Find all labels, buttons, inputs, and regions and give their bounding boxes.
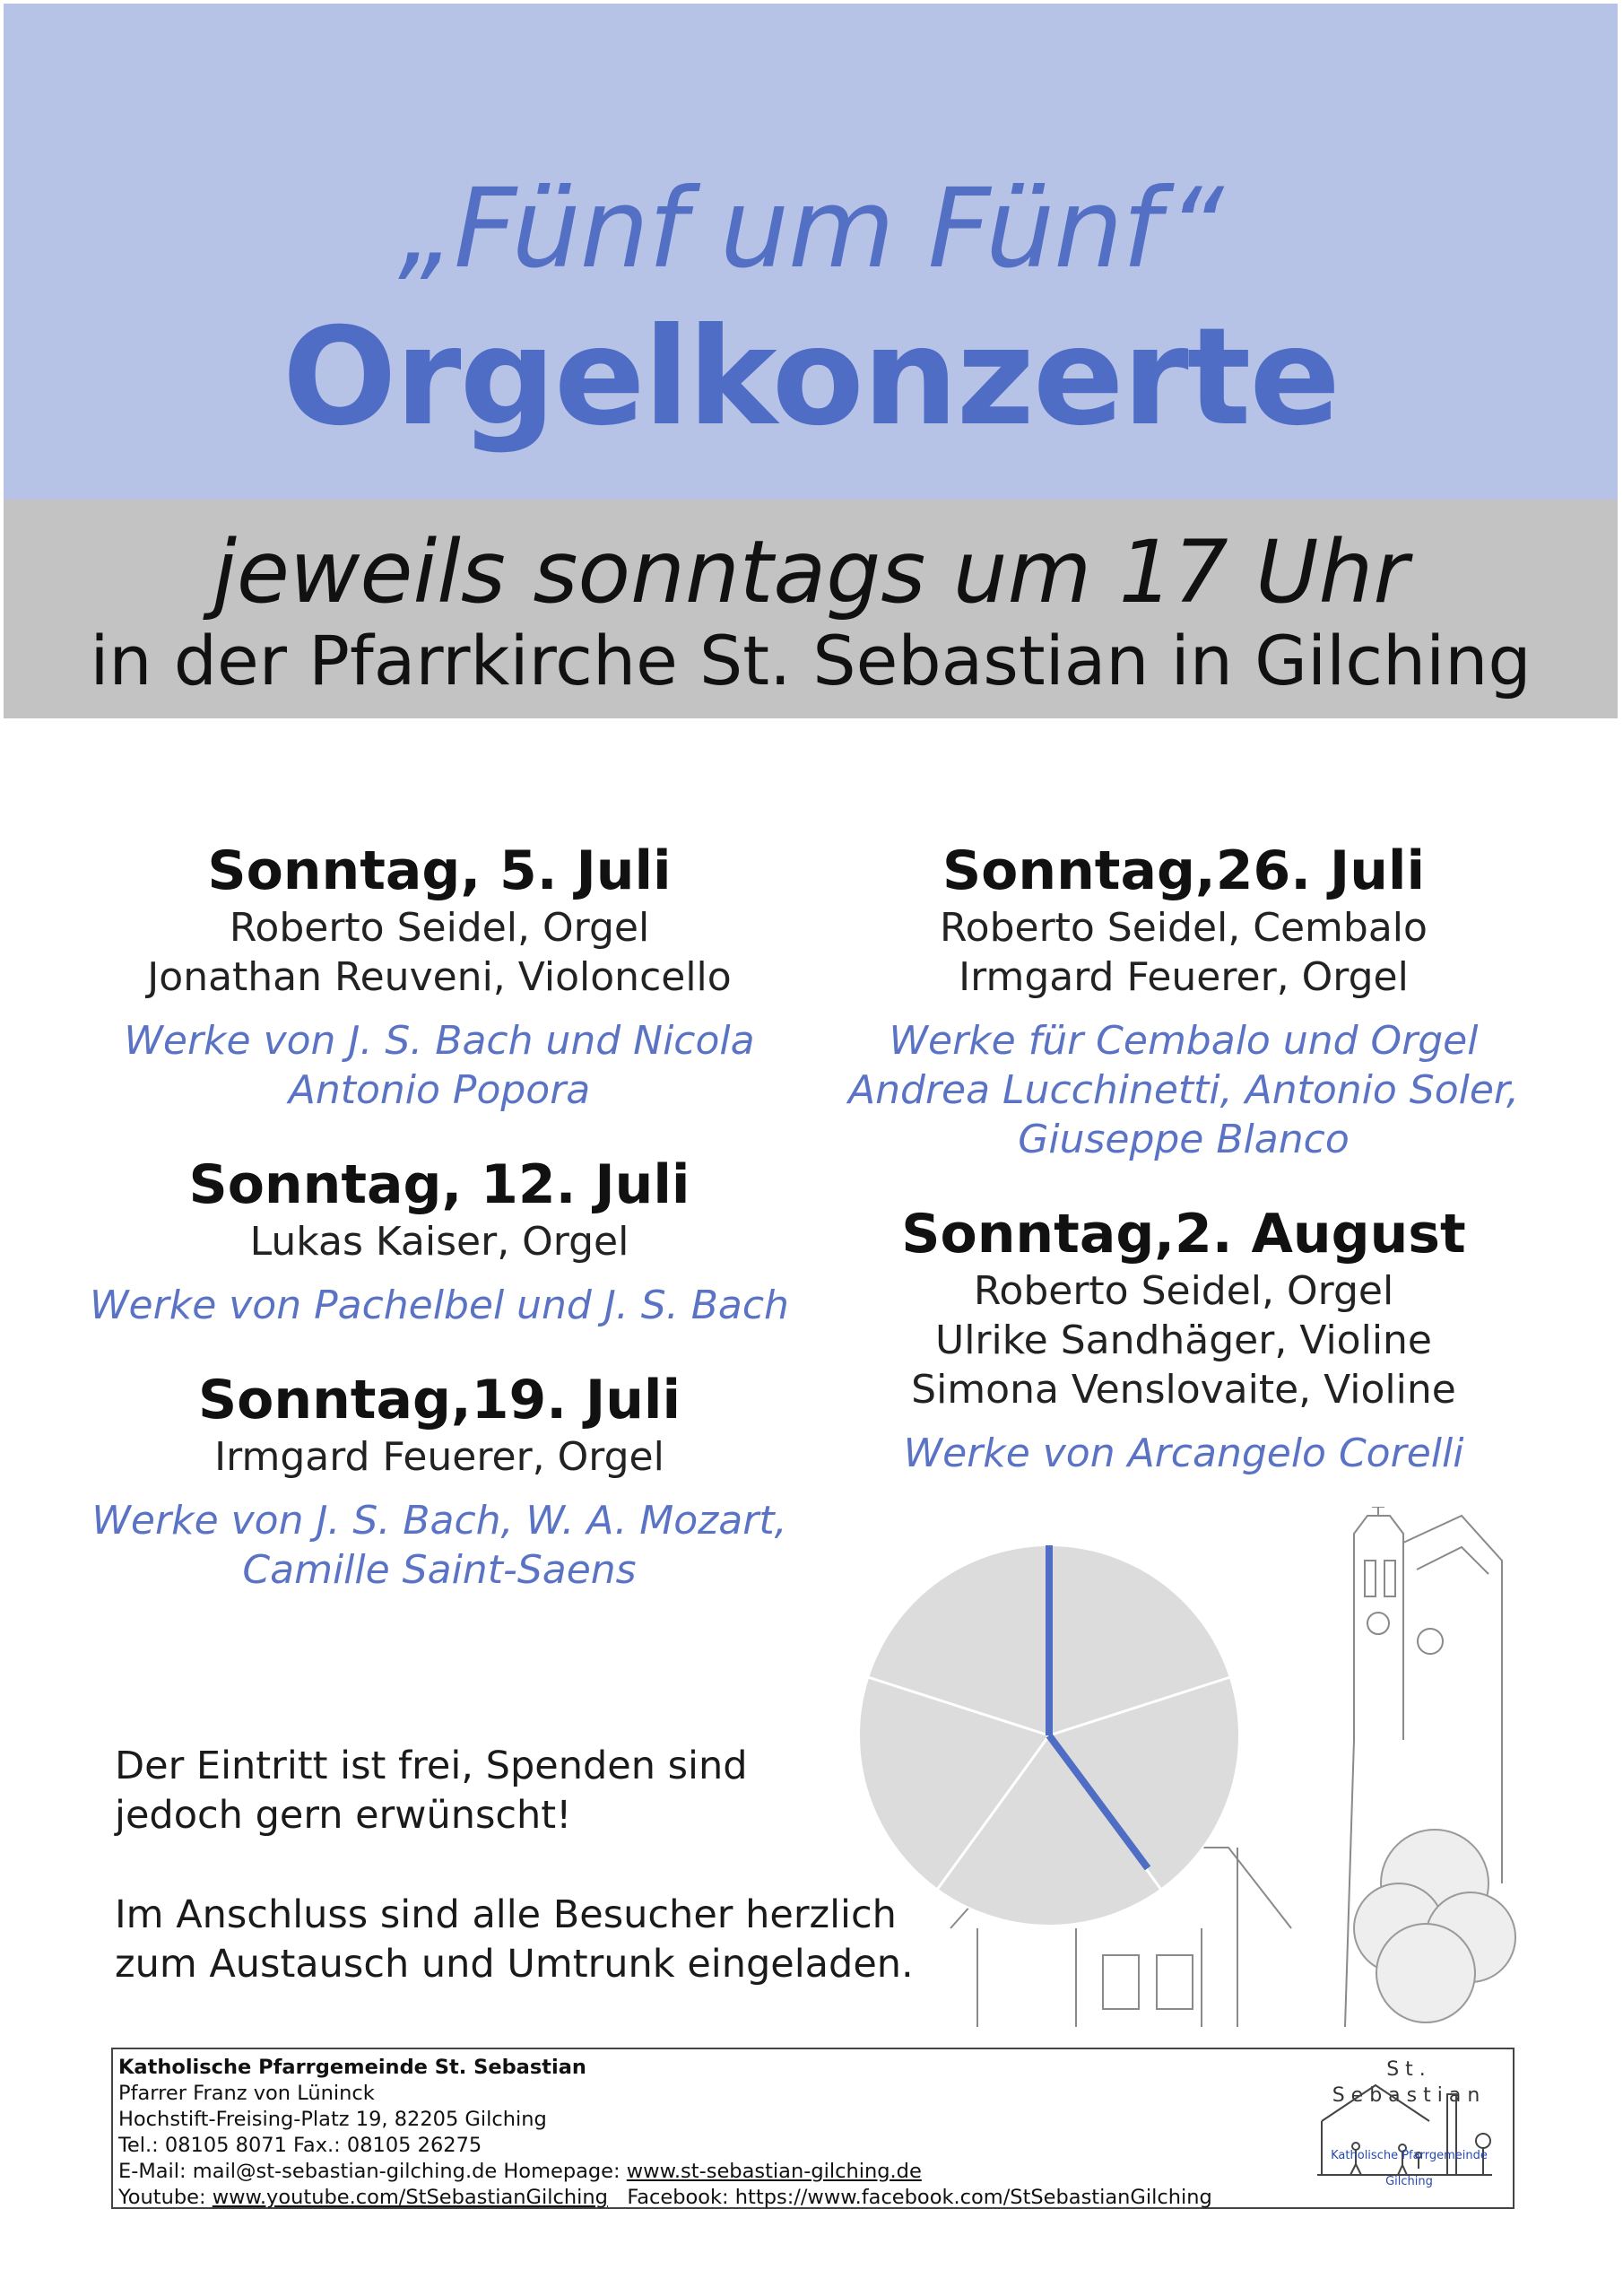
event-works-line: Antonio Popora <box>288 1067 591 1113</box>
event-performer: Ulrike Sandhäger, Violine <box>934 1318 1433 1363</box>
pastor-name: Pfarrer Franz von Lüninck <box>118 2082 375 2105</box>
parish-name: Katholische Pfarrgemeinde St. Sebastian <box>118 2056 586 2079</box>
events-left-column <box>54 839 825 1632</box>
event-date: Sonntag, 5. Juli <box>207 839 672 902</box>
event-date: Sonntag, 12. Juli <box>188 1153 690 1216</box>
event-performer: Roberto Seidel, Orgel <box>973 1268 1394 1314</box>
header-banner <box>4 4 1618 500</box>
email-text: E-Mail: mail@st-sebastian-gilching.de Homepage: <box>118 2160 627 2183</box>
event-works-line: Werke von J. S. Bach, W. A. Mozart, <box>91 1498 787 1544</box>
event-works <box>54 1496 825 1595</box>
event-works <box>798 1016 1569 1164</box>
event-july-12 <box>54 1152 825 1330</box>
admission-line: Der Eintritt ist frei, Spenden sind <box>115 1744 748 1788</box>
event-july-19 <box>54 1368 825 1595</box>
event-works-line: Camille Saint-Saens <box>242 1547 637 1593</box>
clock-church-illustration <box>843 1507 1524 2027</box>
youtube-label: Youtube: <box>118 2186 213 2209</box>
event-july-5 <box>54 839 825 1115</box>
admission-note <box>115 1742 832 1840</box>
event-performer: Simona Venslovaite, Violine <box>911 1367 1456 1413</box>
events-right-column <box>798 839 1569 1516</box>
logo-subtext: Katholische Pfarrgemeinde Gilching <box>1331 2149 1488 2188</box>
event-works-line: Werke von J. S. Bach und Nicola <box>124 1018 755 1064</box>
reception-line: zum Austausch und Umtrunk eingeladen. <box>115 1942 914 1987</box>
event-performer: Roberto Seidel, Cembalo <box>940 905 1428 951</box>
parish-address: Hochstift-Freising-Platz 19, 82205 Gilching <box>118 2108 547 2131</box>
schedule-time: jeweils sonntags um 17 Uhr <box>213 522 1409 622</box>
reception-note <box>115 1891 922 1989</box>
event-performer: Irmgard Feuerer, Orgel <box>959 954 1409 1000</box>
contact-footer <box>111 2048 1515 2209</box>
event-works <box>798 1429 1569 1478</box>
event-works-line: Werke von Arcangelo Corelli <box>903 1431 1464 1476</box>
event-works-line: Andrea Lucchinetti, Antonio Soler, <box>848 1067 1519 1113</box>
event-works-line: Werke für Cembalo und Orgel <box>889 1018 1479 1064</box>
event-performer: Jonathan Reuveni, Violoncello <box>147 954 732 1000</box>
homepage-link[interactable]: www.st-sebastian-gilching.de <box>626 2160 922 2183</box>
logo-text: St. Sebastian <box>1332 2058 1487 2107</box>
youtube-link[interactable]: www.youtube.com/StSebastianGilching <box>212 2186 608 2209</box>
admission-line: jedoch gern erwünscht! <box>115 1793 572 1838</box>
event-performer: Lukas Kaiser, Orgel <box>249 1219 629 1265</box>
event-performer: Roberto Seidel, Orgel <box>229 905 650 951</box>
reception-line: Im Anschluss sind alle Besucher herzlich <box>115 1892 897 1937</box>
event-works-line: Giuseppe Blanco <box>1018 1117 1350 1162</box>
event-august-2 <box>798 1202 1569 1478</box>
event-july-26 <box>798 839 1569 1164</box>
parish-logo <box>1313 2057 1506 2200</box>
concert-series-subtitle: „Fünf um Fünf“ <box>397 165 1224 292</box>
event-works-line: Werke von Pachelbel und J. S. Bach <box>90 1283 789 1328</box>
concert-title: Orgelkonzerte <box>282 300 1340 456</box>
event-works <box>54 1016 825 1115</box>
event-date: Sonntag,2. August <box>901 1203 1466 1265</box>
event-performer: Irmgard Feuerer, Orgel <box>214 1434 664 1480</box>
schedule-band <box>4 500 1618 718</box>
event-works <box>54 1281 825 1330</box>
schedule-location: in der Pfarrkirche St. Sebastian in Gilching <box>90 621 1532 700</box>
event-date: Sonntag,26. Juli <box>942 839 1426 902</box>
parish-phone: Tel.: 08105 8071 Fax.: 08105 26275 <box>118 2134 482 2157</box>
tree-illustration <box>1354 1830 1515 2022</box>
event-date: Sonntag,19. Juli <box>197 1369 681 1431</box>
contact-line-social <box>118 2185 1513 2211</box>
facebook-text: Facebook: https://www.facebook.com/StSebastianGilching <box>607 2186 1212 2209</box>
contact-line-web <box>118 2159 1513 2185</box>
clock-face <box>859 1545 1239 1926</box>
